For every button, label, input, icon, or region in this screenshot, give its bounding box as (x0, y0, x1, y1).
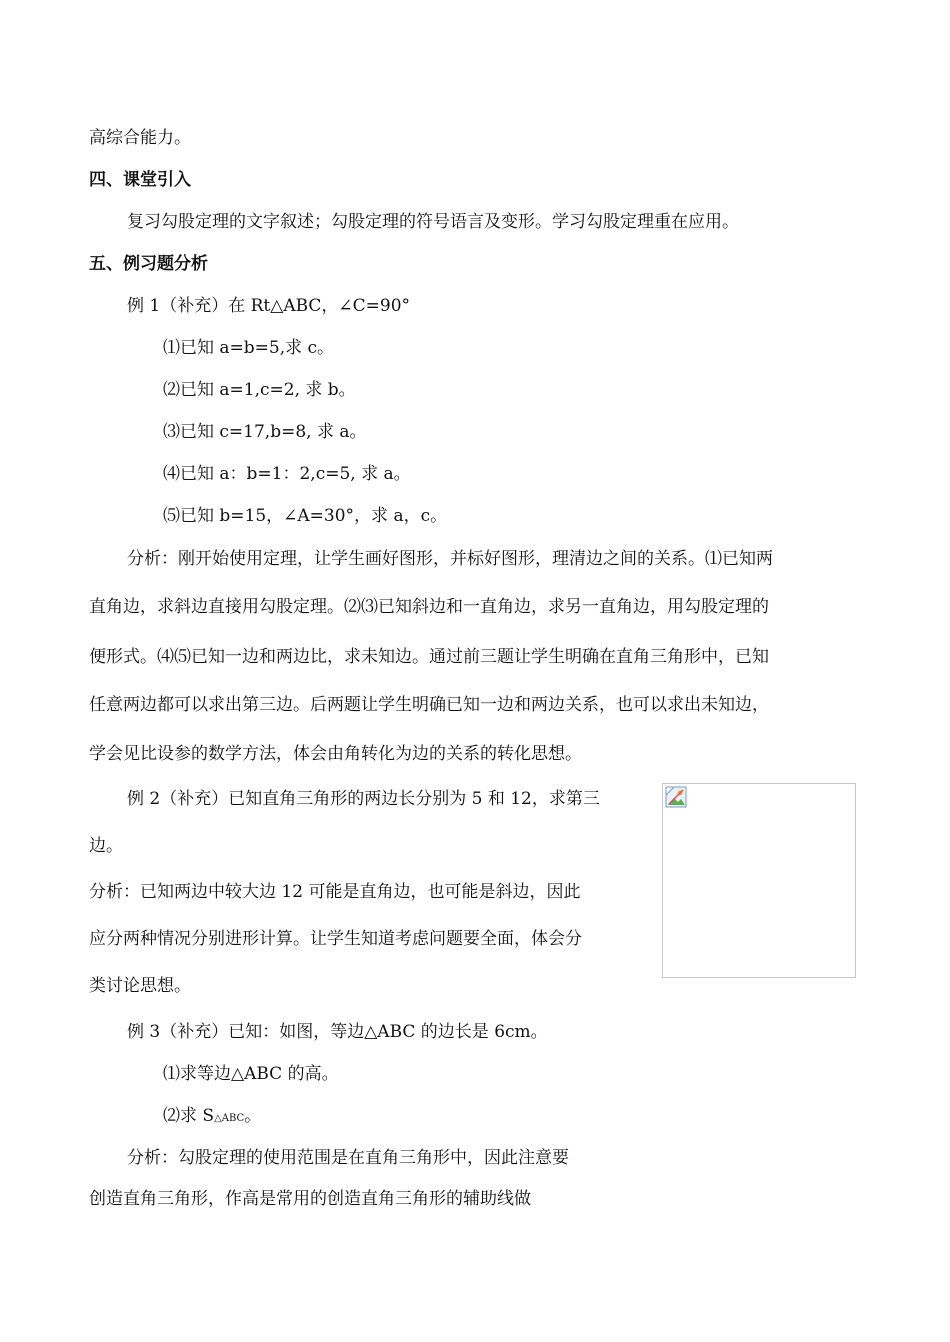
item-end: 。 (244, 1106, 262, 1126)
text-line: 复习勾股定理的文字叙述；勾股定理的符号语言及变形。学习勾股定理重在应用。 (127, 212, 739, 232)
figure-placeholder (662, 783, 856, 978)
text-line: 边。 (89, 836, 123, 856)
example-item (163, 1104, 261, 1131)
area-subscript: △ABC (214, 1113, 245, 1124)
analysis-line: 分析：刚开始使用定理，让学生画好图形，并标好图形，理清边之间的关系。⑴已知两 (127, 549, 773, 569)
analysis-line: 分析：勾股定理的使用范围是在直角三角形中，因此注意要 (127, 1148, 569, 1168)
analysis-line: 任意两边都可以求出第三边。后两题让学生明确已知一边和两边关系，也可以求出未知边， (89, 695, 769, 715)
example-item: ⑷已知 a：b=1：2,c=5, 求 a。 (163, 464, 411, 484)
section-heading: 五、例习题分析 (89, 254, 208, 274)
text-line: 高综合能力。 (89, 128, 191, 148)
analysis-line: 分析：已知两边中较大边 12 可能是直角边，也可能是斜边，因此 (89, 882, 581, 902)
example-title: 例 1（补充）在 Rt△ABC，∠C=90° (127, 296, 411, 316)
analysis-line: 创造直角三角形，作高是常用的创造直角三角形的辅助线做 (89, 1189, 531, 1209)
example-title: 例 2（补充）已知直角三角形的两边长分别为 5 和 12，求第三 (127, 789, 600, 809)
broken-image-icon (665, 786, 687, 808)
example-item: ⑶已知 c=17,b=8, 求 a。 (163, 422, 367, 442)
item-text: ⑵求 S (163, 1106, 215, 1126)
example-item: ⑸已知 b=15，∠A=30°，求 a，c。 (163, 506, 448, 526)
example-item: ⑴已知 a=b=5,求 c。 (163, 338, 335, 358)
analysis-line: 类讨论思想。 (89, 976, 191, 996)
example-item: ⑵已知 a=1,c=2, 求 b。 (163, 380, 356, 400)
analysis-line: 便形式。⑷⑸已知一边和两边比，求未知边。通过前三题让学生明确在直角三角形中，已知 (89, 647, 769, 667)
analysis-line: 学会见比设参的数学方法，体会由角转化为边的关系的转化思想。 (89, 744, 582, 764)
example-item: ⑴求等边△ABC 的高。 (163, 1064, 339, 1084)
section-heading: 四、课堂引入 (89, 170, 191, 190)
analysis-line: 应分两种情况分别进形计算。让学生知道考虑问题要全面，体会分 (89, 929, 582, 949)
analysis-line: 直角边，求斜边直接用勾股定理。⑵⑶已知斜边和一直角边，求另一直角边，用勾股定理的 (89, 597, 769, 617)
example-title: 例 3（补充）已知：如图，等边△ABC 的边长是 6cm。 (127, 1022, 548, 1042)
